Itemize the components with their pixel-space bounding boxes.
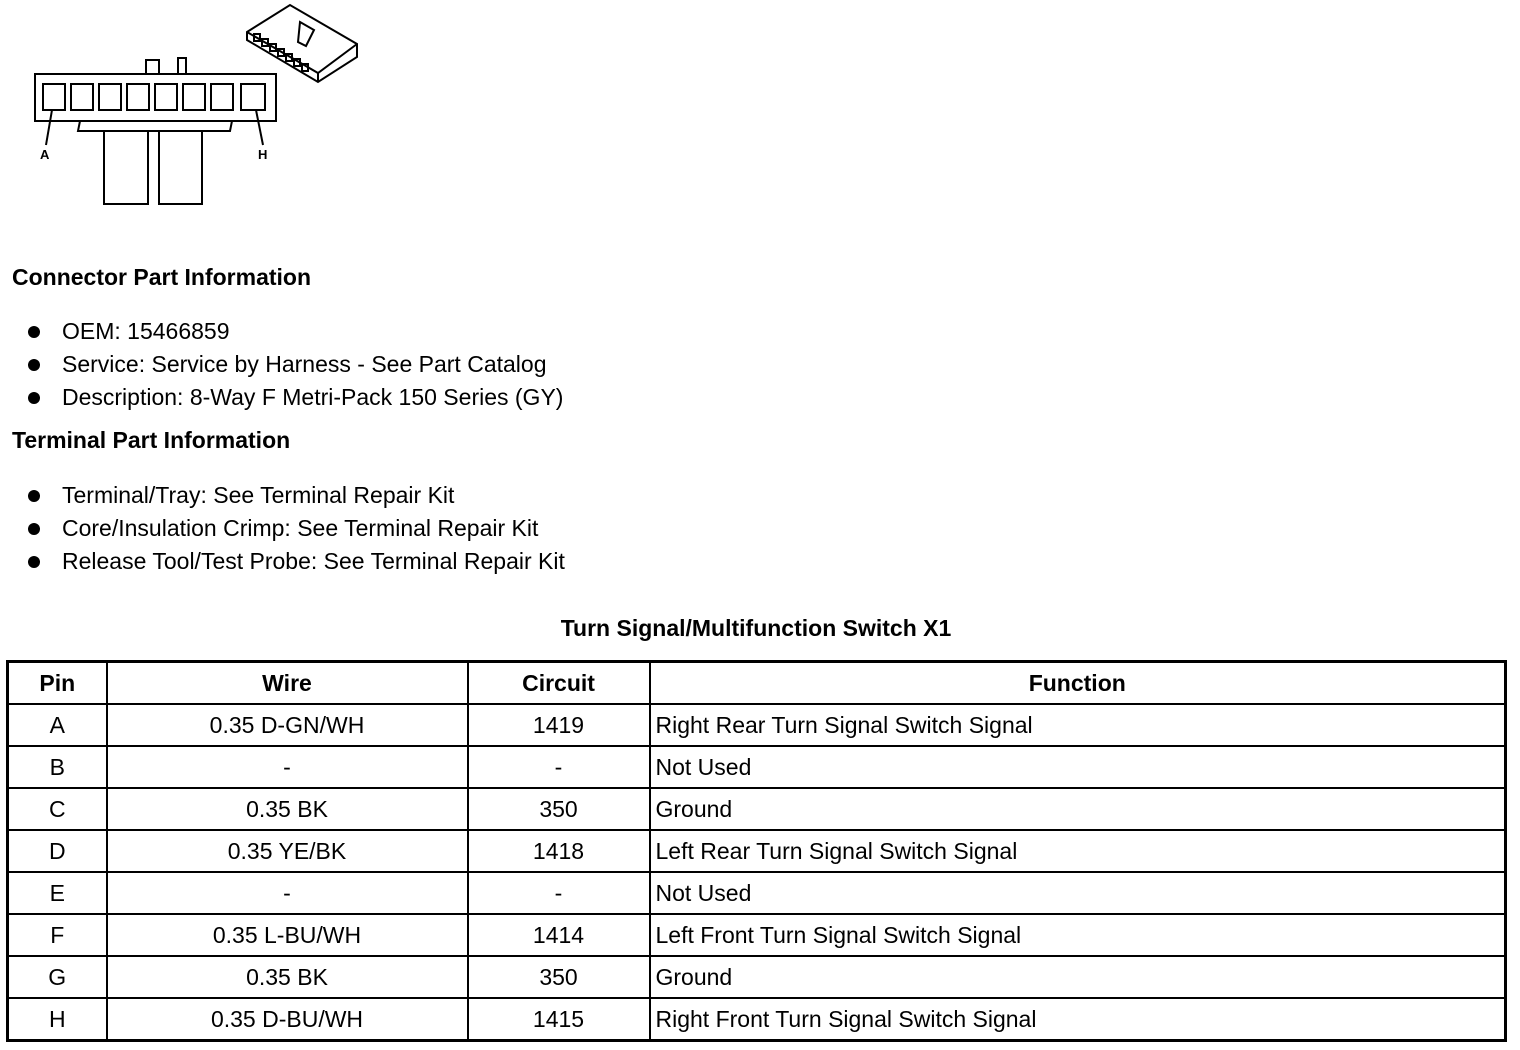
bullet-icon: [28, 359, 40, 371]
list-item: Core/Insulation Crimp: See Terminal Repair Kit: [28, 512, 565, 545]
connector-thumbnail: [247, 5, 357, 82]
header-pin: Pin: [8, 662, 107, 705]
list-item: Service: Service by Harness - See Part Catalog: [28, 348, 563, 381]
connector-face: [35, 58, 276, 204]
table-row: [8, 998, 1506, 1041]
circuit-cell: 1415: [468, 998, 650, 1041]
list-item: Release Tool/Test Probe: See Terminal Repair Kit: [28, 545, 565, 578]
table-row: [8, 914, 1506, 956]
function-cell: Right Rear Turn Signal Switch Signal: [650, 704, 1506, 746]
table-row: [8, 788, 1506, 830]
wire-cell: 0.35 L-BU/WH: [107, 914, 468, 956]
circuit-cell: 350: [468, 956, 650, 998]
wire-cell: 0.35 BK: [107, 788, 468, 830]
pin-cell: H: [8, 998, 107, 1041]
function-cell: Ground: [650, 788, 1506, 830]
bullet-icon: [28, 523, 40, 535]
pin-cell: D: [8, 830, 107, 872]
wire-cell: 0.35 D-BU/WH: [107, 998, 468, 1041]
wire-cell: 0.35 D-GN/WH: [107, 704, 468, 746]
header-wire: Wire: [107, 662, 468, 705]
circuit-cell: 350: [468, 788, 650, 830]
bullet-icon: [28, 490, 40, 502]
table-header-row: [8, 662, 1506, 705]
wire-cell: 0.35 BK: [107, 956, 468, 998]
circuit-cell: -: [468, 746, 650, 788]
pin-cell: C: [8, 788, 107, 830]
table-row: [8, 872, 1506, 914]
wire-cell: -: [107, 746, 468, 788]
bullet-icon: [28, 326, 40, 338]
function-cell: Left Front Turn Signal Switch Signal: [650, 914, 1506, 956]
connector-info-list: [28, 315, 563, 414]
list-item: Terminal/Tray: See Terminal Repair Kit: [28, 479, 565, 512]
pinout-table: [6, 660, 1507, 1042]
pin-cell: B: [8, 746, 107, 788]
pin-cell: F: [8, 914, 107, 956]
pin-cell: E: [8, 872, 107, 914]
pin-cell: A: [8, 704, 107, 746]
header-function: Function: [650, 662, 1506, 705]
pin-label-a: A: [40, 147, 50, 162]
table-row: [8, 830, 1506, 872]
circuit-cell: 1418: [468, 830, 650, 872]
connector-diagram: [0, 0, 380, 215]
function-cell: Left Rear Turn Signal Switch Signal: [650, 830, 1506, 872]
function-cell: Not Used: [650, 872, 1506, 914]
function-cell: Ground: [650, 956, 1506, 998]
circuit-cell: 1419: [468, 704, 650, 746]
list-item: OEM: 15466859: [28, 315, 563, 348]
pin-cell: G: [8, 956, 107, 998]
bullet-icon: [28, 556, 40, 568]
connector-info-heading: Connector Part Information: [12, 264, 312, 290]
function-cell: Right Front Turn Signal Switch Signal: [650, 998, 1506, 1041]
circuit-cell: 1414: [468, 914, 650, 956]
table-row: [8, 746, 1506, 788]
terminal-info-heading: Terminal Part Information: [12, 427, 291, 453]
bullet-icon: [28, 392, 40, 404]
table-row: [8, 956, 1506, 998]
table-title: Turn Signal/Multifunction Switch X1: [560, 615, 952, 641]
wire-cell: -: [107, 872, 468, 914]
function-cell: Not Used: [650, 746, 1506, 788]
circuit-cell: -: [468, 872, 650, 914]
terminal-info-list: [28, 479, 565, 578]
pin-label-h: H: [258, 147, 268, 162]
wire-cell: 0.35 YE/BK: [107, 830, 468, 872]
list-item: Description: 8-Way F Metri-Pack 150 Series (GY): [28, 381, 563, 414]
table-row: [8, 704, 1506, 746]
header-circuit: Circuit: [468, 662, 650, 705]
